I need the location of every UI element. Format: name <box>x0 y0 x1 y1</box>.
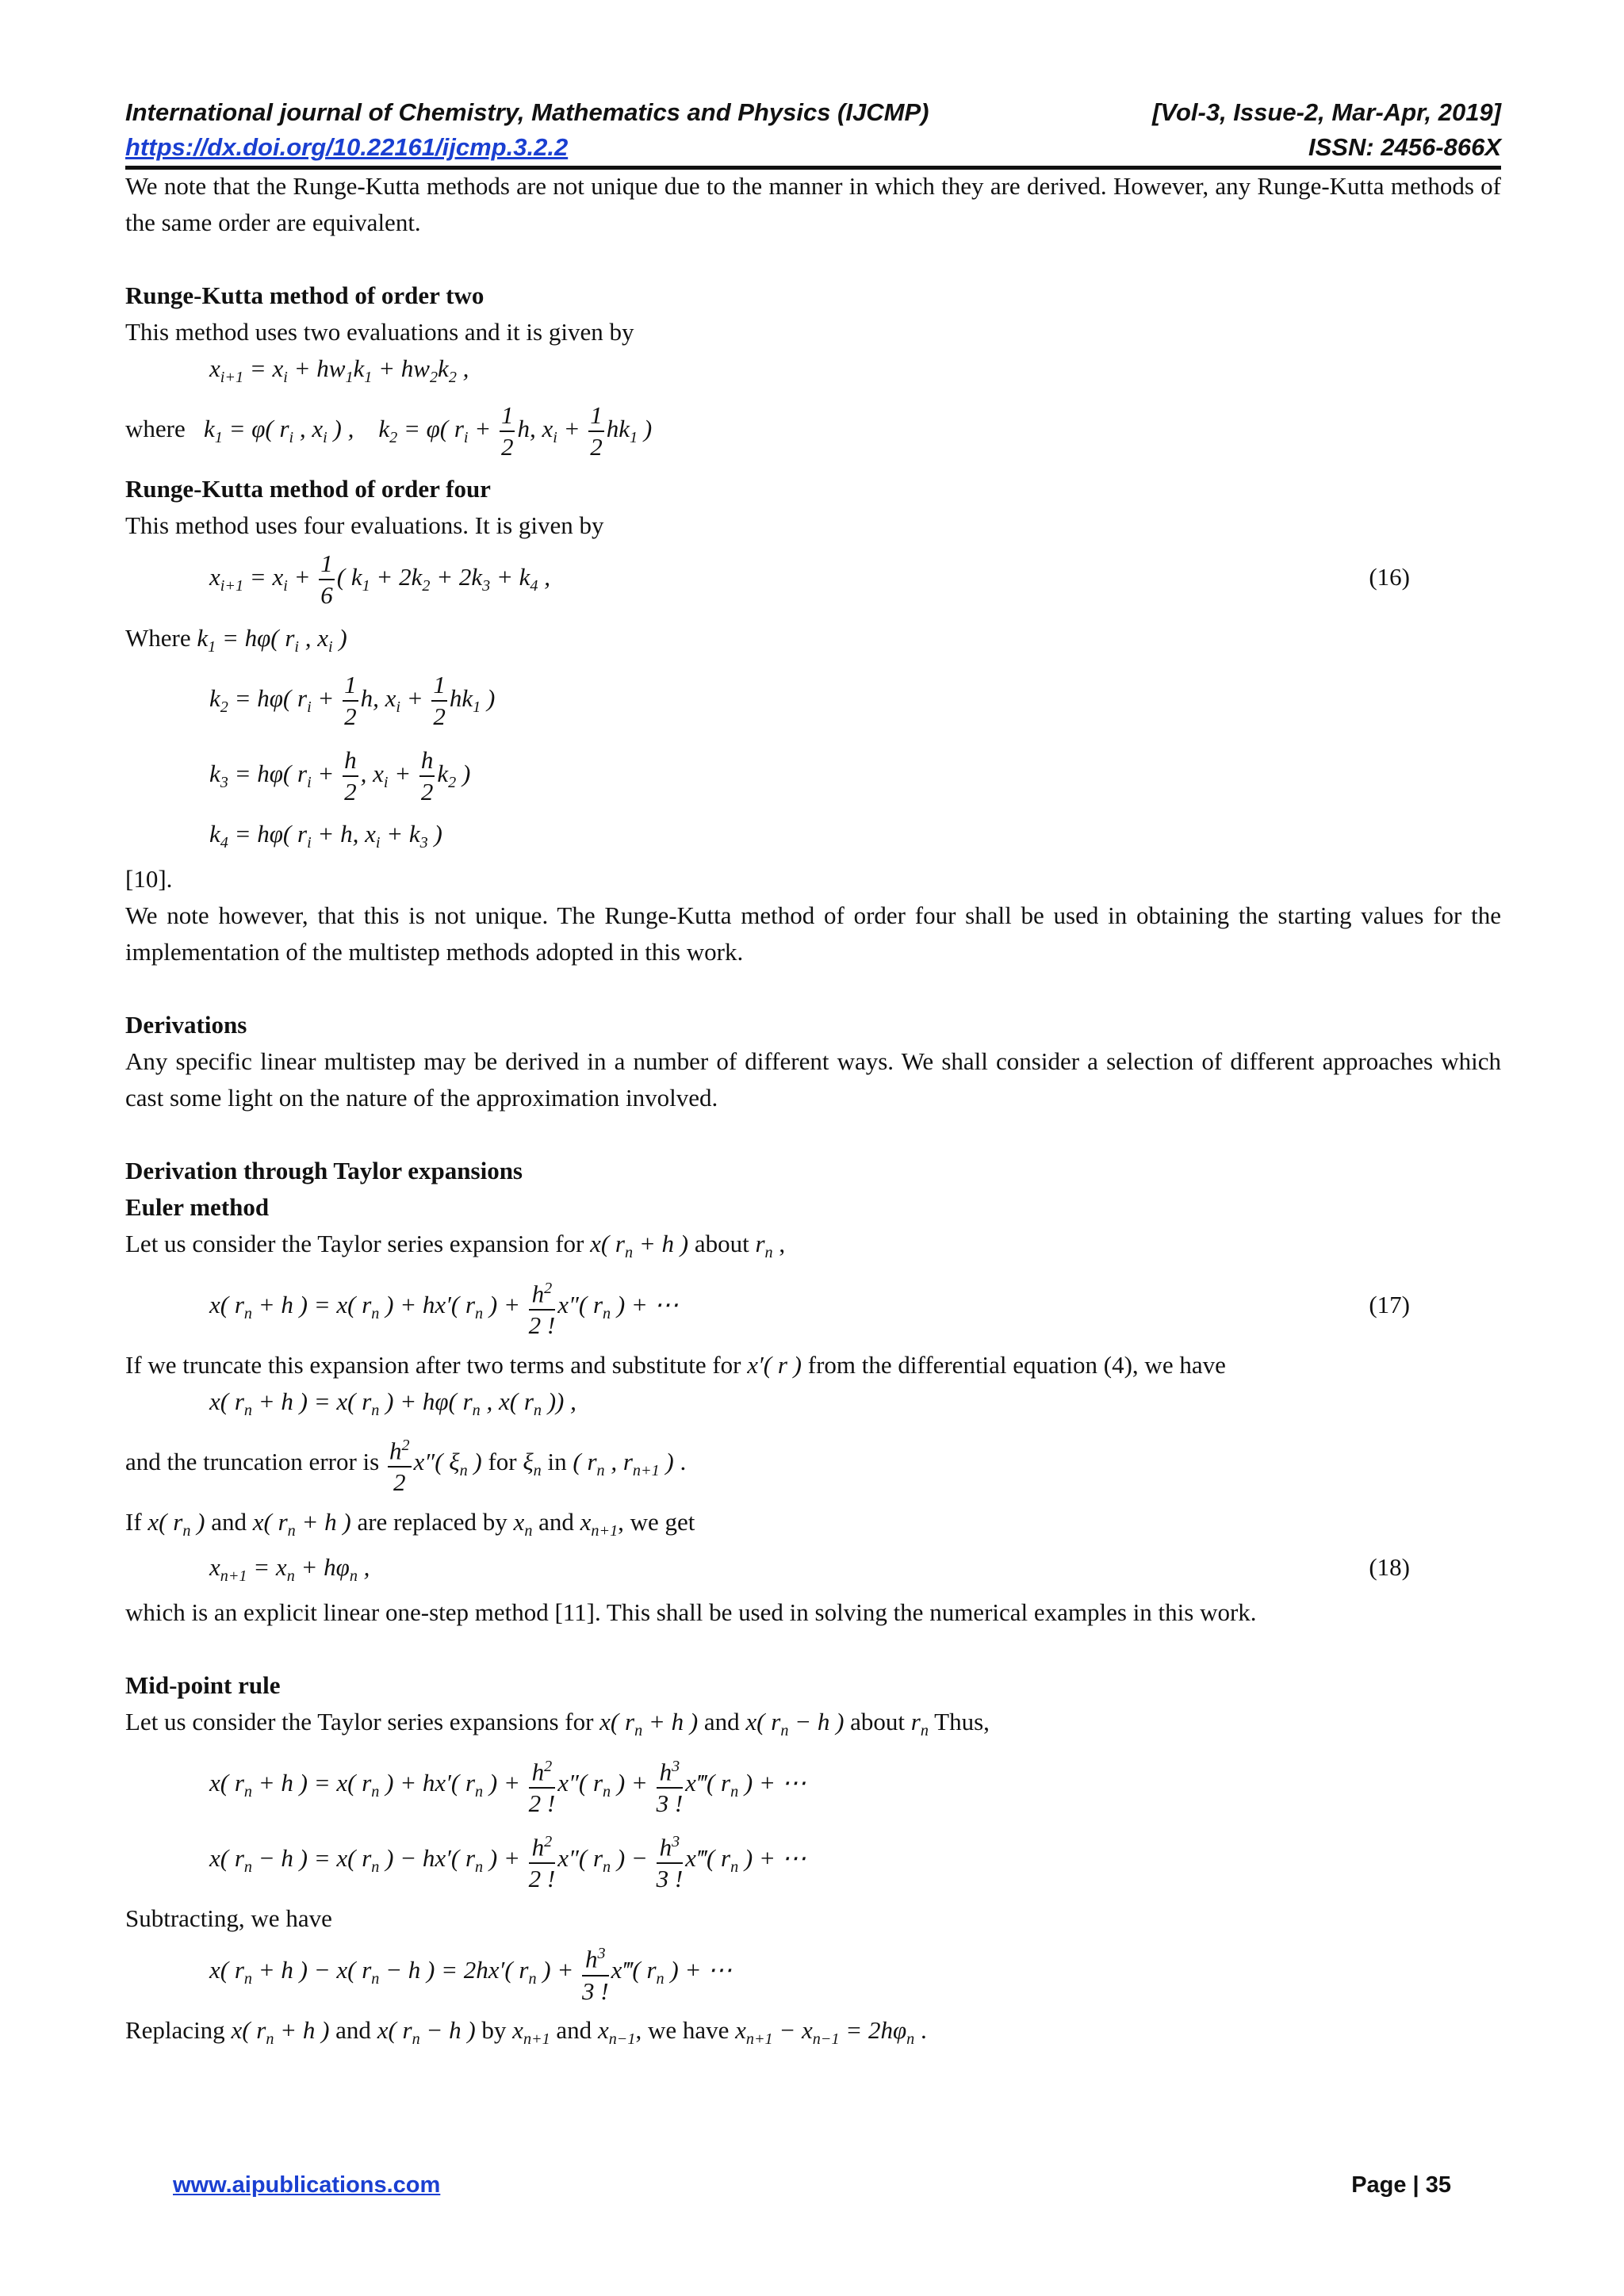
rk4-reference: [10]. <box>125 865 173 894</box>
rk4-heading: Runge-Kutta method of order four <box>125 475 491 503</box>
euler-truncated-eq: x( $r_n + h$ ) = x( $r_n$ ) + hφ( $r_n$ , x( $r_n$ )) , <box>209 1387 576 1419</box>
rk4-where: Where $k_1 = h\varphi$( $r_i$ , $x_i$ ) <box>125 623 347 656</box>
truncate-text: If we truncate this expansion after two terms and substitute for x′( r ) from the differential equation (4), we have <box>125 1350 1226 1379</box>
eq18-number: (18) <box>1369 1553 1410 1582</box>
midpoint-intro: Let us consider the Taylor series expansions for x( $r_n + h$ ) and x( $r_n - h$ ) about $r_n$ Thus, <box>125 1708 990 1740</box>
rk2-equation: $x_{i+1} = x_i + hw_1k_1 + hw_2k_2$ , <box>209 354 469 387</box>
derivations-text: Any specific linear multistep may be derived in a number of different ways. We shall consider a selection of different approaches which cast some light on the nature of the approximation involved. <box>125 1047 1501 1112</box>
page-footer <box>173 2172 1451 2198</box>
eq17-number: (17) <box>1369 1290 1410 1318</box>
rk4-text: This method uses four evaluations. It is given by <box>125 511 604 540</box>
rk4-k2: $k_2 = h\varphi$( $r_i$ + $\frac{1}{2}$ h, $x_i$ + $\frac{1}{2}$ $hk_1$ ) <box>209 670 496 730</box>
issn: ISSN: 2456-866X <box>1308 133 1501 161</box>
eq17: x( $r_n + h$ ) = x( $r_n$ ) + hx′( $r_n$ ) + $\frac{h^2}{2 !}$ x″( $r_n$ ) + ⋯ (17) <box>125 1272 1501 1347</box>
subtracting-text: Subtracting, we have <box>125 1904 332 1932</box>
page-body <box>125 168 1501 2057</box>
replace-text: If x( $r_n$ ) and x( $r_n + h$ ) are replaced by $x_n$ and $x_{n+1}$, we get <box>125 1508 695 1540</box>
journal-title: International journal of Chemistry, Mathematics and Physics (IJCMP) <box>125 98 929 126</box>
euler-heading: Euler method <box>125 1193 270 1222</box>
taylor-heading: Derivation through Taylor expansions <box>125 1157 523 1185</box>
eq18: $x_{n+1} = x_n + h\varphi_n$ , (18) <box>125 1549 1501 1594</box>
rk4-note: We note however, that this is not unique. The Runge-Kutta method of order four shall be used in obtaining the starting values for the implementation of the multistep methods adopted in this work. <box>125 901 1501 966</box>
euler-intro: Let us consider the Taylor series expansion for x( $r_n + h$ ) about $r_n$ , <box>125 1230 786 1262</box>
doi-link[interactable]: https://dx.doi.org/10.22161/ijcmp.3.2.2 <box>125 133 569 161</box>
eq16-number: (16) <box>1369 563 1410 591</box>
rk2-heading: Runge-Kutta method of order two <box>125 281 485 309</box>
midpoint-forward-eq: x( $r_n + h$ ) = x( $r_n$ ) + hx′( $r_n$ ) + $\frac{h^2}{2 !}$ x″( $r_n$ ) + $\frac{h^3}{3 !}$ x‴( $r_n$ ) + ⋯ <box>125 1750 1501 1825</box>
truncation-error: and the truncation error is $\frac{h^2}{2}$ x″( $\xi_n$ ) for $\xi_n$ in ( $r_n$ , $r_{n+1}$ ) . <box>125 1429 1501 1504</box>
page-number: Page | 35 <box>1351 2172 1451 2198</box>
derivations-heading: Derivations <box>125 1011 247 1039</box>
volume-info: [Vol-3, Issue-2, Mar-Apr, 2019] <box>1152 98 1501 126</box>
explicit-text: which is an explicit linear one-step method [11]. This shall be used in solving the numerical examples in this work. <box>125 1598 1257 1627</box>
publisher-link[interactable]: www.aipublications.com <box>173 2172 441 2198</box>
rk2-where: where $k_1 = \varphi$( $r_i$ , $x_i$ ) , $k_2 = \varphi$( $r_i$ + $\frac{1}{2}$ h, $x_i$ + $\frac{1}{2}$ $hk_1$ ) <box>125 401 653 461</box>
midpoint-backward-eq: x( $r_n - h$ ) = x( $r_n$ ) − hx′( $r_n$ ) + $\frac{h^2}{2 !}$ x″( $r_n$ ) − $\frac{h^3}{3 !}$ x‴( $r_n$ ) + ⋯ <box>125 1825 1501 1900</box>
rk2-text: This method uses two evaluations and it is given by <box>125 318 634 346</box>
midpoint-heading: Mid-point rule <box>125 1671 281 1700</box>
midpoint-difference-eq: x( $r_n + h$ ) − x( $r_n - h$ ) = 2hx′( $r_n$ ) + $\frac{h^3}{3 !}$ x‴( $r_n$ ) + ⋯ <box>125 1937 1501 2012</box>
rk4-k3: $k_3 = h\varphi$( $r_i$ + $\frac{h}{2}$ , $x_i$ + $\frac{h}{2}$ $k_2$ ) <box>209 745 471 806</box>
rk4-k4: $k_4 = h\varphi$( $r_i + h$, $x_i + k_3$ ) <box>209 820 442 852</box>
rk4-equation: $x_{i+1} = x_i$ + $\frac{1}{6}$ ( $k_1 + 2k_2 + 2k_3 + k_4$ , (16) <box>125 544 1501 619</box>
midpoint-replace: Replacing x( $r_n + h$ ) and x( $r_n - h$ ) by $x_{n+1}$ and $x_{n-1}$, we have $x_{n+1} - x_{n-1} = 2h\varphi_n$ . <box>125 2016 927 2049</box>
intro-paragraph: We note that the Runge-Kutta methods are not unique due to the manner in which they are derived. However, any Runge-Kutta methods of the same order are equivalent. <box>125 172 1501 236</box>
